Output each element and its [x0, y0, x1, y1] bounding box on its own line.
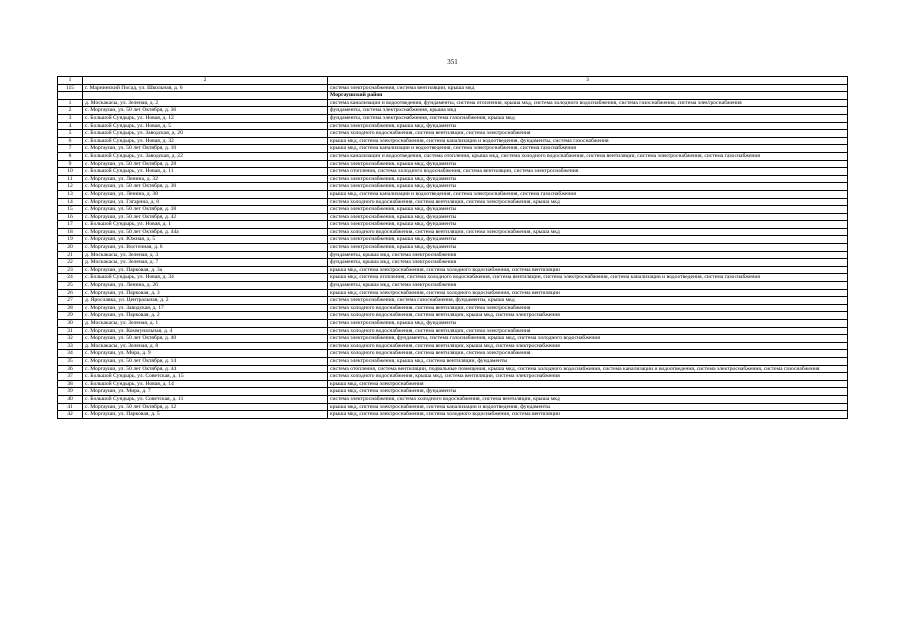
header-cell-number: 1 — [58, 77, 83, 85]
row-number-cell: 33 — [58, 342, 83, 350]
works-cell: фундаменты, крыша мкд, система электроснабжения — [328, 282, 848, 290]
table-row — [58, 365, 848, 373]
table-row — [58, 99, 848, 107]
works-cell: система электроснабжения, крыша мкд, система вентиляции, фундаменты — [328, 357, 848, 365]
table-row — [58, 114, 848, 122]
table-row — [58, 304, 848, 312]
row-number-cell: 34 — [58, 350, 83, 358]
address-cell: г. Мариинский Посад, ул. Школьная, д. 6 — [83, 84, 328, 92]
section-empty-cell — [58, 92, 83, 100]
works-cell: крыша мкд, система электроснабжения — [328, 380, 848, 388]
table-row — [58, 282, 848, 290]
row-number-cell: 42 — [58, 411, 83, 419]
row-number-cell: 24 — [58, 274, 83, 282]
table-row — [58, 183, 848, 191]
address-cell: с. Большой Сундырь, ул. Новая, д. 1 — [83, 221, 328, 229]
table-row — [58, 411, 848, 419]
row-number-cell: 23 — [58, 266, 83, 274]
address-cell: с. Большой Сундырь, ул. Новая, д. 32 — [83, 137, 328, 145]
address-cell: с. Моргауши, ул. Парковая, д. 3 — [83, 289, 328, 297]
address-cell: с. Моргауши, ул. Коммунальная, д. 4 — [83, 327, 328, 335]
address-cell: с. Моргауши, ул. 50 лет Октября, д. 28 — [83, 160, 328, 168]
address-cell: с. Моргауши, ул. Мира, д. 9 — [83, 350, 328, 358]
address-cell: с. Моргауши, ул. Ленина, д. 38 — [83, 190, 328, 198]
table-row — [58, 289, 848, 297]
works-cell: система электроснабжения, крыша мкд, фундаменты — [328, 244, 848, 252]
address-cell: с. Моргауши, ул. Ленина, д. 32 — [83, 175, 328, 183]
works-cell: система электроснабжения, крыша мкд, фундаменты — [328, 183, 848, 191]
row-number-cell: 36 — [58, 365, 83, 373]
table-row — [58, 137, 848, 145]
address-cell: с. Моргауши, ул. Парковая, д. 2 — [83, 312, 328, 320]
table-row — [58, 213, 848, 221]
address-cell: д. Москакасы, ул. Зеленая, д. 7 — [83, 259, 328, 267]
works-cell: фундаменты, крыша мкд, система электроснабжения — [328, 251, 848, 259]
works-cell: система холодного водоснабжения, крыша мкд, система вентиляции, система электроснабжения — [328, 373, 848, 381]
table-row — [58, 130, 848, 138]
works-cell: крыша мкд, система электроснабжения, система канализации и водоотведения, фундаменты, система газоснабжения — [328, 137, 848, 145]
address-cell: д. Москакасы, ул. Зеленая, д. 8 — [83, 342, 328, 350]
address-cell: с. Моргауши, ул. 50 лет Октября, д. 42 — [83, 213, 328, 221]
works-cell: система холодного водоснабжения, система вентиляции, крыша мкд, система электроснабжения — [328, 312, 848, 320]
address-cell: с. Моргауши, ул. 50 лет Октября, д. 12 — [83, 403, 328, 411]
row-number-cell: 22 — [58, 259, 83, 267]
address-cell: с. Моргауши, ул. Южная, д. 5 — [83, 236, 328, 244]
table-row — [58, 335, 848, 343]
row-number-cell: 4 — [58, 122, 83, 130]
works-cell: система электроснабжения, крыша мкд, фундаменты — [328, 221, 848, 229]
row-number-cell: 15 — [58, 206, 83, 214]
row-number-cell: 35 — [58, 357, 83, 365]
row-number-cell: 1 — [58, 99, 83, 107]
table-row — [58, 357, 848, 365]
address-cell: с. Моргауши, ул. Ленина, д. 26 — [83, 282, 328, 290]
works-cell: система холодного водоснабжения, система вентиляции, система электроснабжения, крыша мкд — [328, 228, 848, 236]
works-cell: система электроснабжения, фундаменты, система газоснабжения, крыша мкд, система холодного водоснабжения — [328, 335, 848, 343]
page-number: 351 — [447, 58, 458, 66]
row-number-cell: 19 — [58, 236, 83, 244]
address-cell: с. Моргауши, ул. 50 лет Октября, д. 40 — [83, 335, 328, 343]
works-cell: система электроснабжения, система вентиляции, крыша мкд — [328, 84, 848, 92]
works-cell: система холодного водоснабжения, система вентиляции, система электроснабжения, крыша мкд — [328, 198, 848, 206]
row-number-cell: 17 — [58, 221, 83, 229]
address-cell: с. Большой Сундырь, ул. Заводская, д. 22 — [83, 152, 328, 160]
row-number-cell: 12 — [58, 183, 83, 191]
address-cell: с. Моргауши, ул. 50 лет Октября, д. 36 — [83, 107, 328, 115]
row-number-cell: 11 — [58, 175, 83, 183]
row-number-cell: 13 — [58, 190, 83, 198]
address-cell: с. Большой Сундырь, ул. Советская, д. 15 — [83, 373, 328, 381]
row-number-cell: 7 — [58, 145, 83, 153]
address-cell: с. Моргауши, ул. Мира, д. 7 — [83, 388, 328, 396]
row-number-cell: 26 — [58, 289, 83, 297]
row-number-cell: 115 — [58, 84, 83, 92]
table-row — [58, 297, 848, 305]
section-row — [58, 92, 848, 100]
row-number-cell: 14 — [58, 198, 83, 206]
works-cell: крыша мкд, система электроснабжения, система холодного водоснабжения, система вентиляции — [328, 266, 848, 274]
address-cell: с. Моргауши, ул. Парковая, д. 5 — [83, 411, 328, 419]
table-row — [58, 327, 848, 335]
works-cell: система электроснабжения, крыша мкд, фундаменты — [328, 175, 848, 183]
works-cell: система холодного водоснабжения, система вентиляции, система электроснабжения — [328, 327, 848, 335]
table-row — [58, 198, 848, 206]
address-cell: с. Моргауши, ул. 50 лет Октября, д. 30 — [83, 183, 328, 191]
row-number-cell: 9 — [58, 160, 83, 168]
address-cell: д. Ярославка, ул. Центральная, д. 2 — [83, 297, 328, 305]
table-row — [58, 122, 848, 130]
table-row — [58, 388, 848, 396]
table-row — [58, 350, 848, 358]
works-cell: система электроснабжения, крыша мкд, фундаменты — [328, 236, 848, 244]
works-cell: фундаменты, система электроснабжения, крыша мкд — [328, 107, 848, 115]
address-cell: с. Большой Сундырь, ул. Новая, д. 12 — [83, 114, 328, 122]
row-number-cell: 2 — [58, 107, 83, 115]
address-cell: с. Моргауши, ул. 50 лет Октября, д. 38 — [83, 206, 328, 214]
address-cell: с. Моргауши, ул. Восточная, д. 6 — [83, 244, 328, 252]
row-number-cell: 16 — [58, 213, 83, 221]
address-cell: с. Большой Сундырь, ул. Новая, д. 11 — [83, 168, 328, 176]
row-number-cell: 20 — [58, 244, 83, 252]
works-cell: система отопления, система вентиляции, подвальные помещения, крыша мкд, система холодного водоснабжения, система канализации и водоотведения, система электроснабжения, система газоснабжения — [328, 365, 848, 373]
table-row — [58, 244, 848, 252]
address-cell: с. Моргауши, ул. Гагарина, д. 8 — [83, 198, 328, 206]
works-cell: фундаменты, крыша мкд, система электроснабжения — [328, 259, 848, 267]
table-row — [58, 259, 848, 267]
row-number-cell: 6 — [58, 137, 83, 145]
repair-works-table — [57, 76, 848, 419]
works-cell: крыша мкд, система электроснабжения, система канализации и водоотведения, фундаменты — [328, 403, 848, 411]
address-cell: с. Большой Сундырь, ул. Советская, д. 11 — [83, 395, 328, 403]
works-cell: система отопления, система холодного водоснабжения, система вентиляции, система электроснабжения — [328, 168, 848, 176]
row-number-cell: 29 — [58, 312, 83, 320]
works-cell: система электроснабжения, крыша мкд, фундаменты — [328, 122, 848, 130]
works-cell: система канализации и водоотведения, фундаменты, система отопления, крыша мкд, система холодного водоснабжения, система газоснабжения, система электроснабжения — [328, 99, 848, 107]
row-number-cell: 27 — [58, 297, 83, 305]
address-cell: с. Большой Сундырь, ул. Новая, д. 14 — [83, 380, 328, 388]
works-cell: система электроснабжения, система газоснабжения, фундаменты, крыша мкд — [328, 297, 848, 305]
table-row — [58, 236, 848, 244]
table-row — [58, 373, 848, 381]
header-cell-address: 2 — [83, 77, 328, 85]
section-title: Моргаушский район — [328, 92, 848, 100]
table-row — [58, 175, 848, 183]
works-cell: крыша мкд, система электроснабжения, система холодного водоснабжения, система вентиляции — [328, 411, 848, 419]
row-number-cell: 3 — [58, 114, 83, 122]
row-number-cell: 40 — [58, 395, 83, 403]
works-cell: крыша мкд, система канализации и водоотведения, система электроснабжения, система газоснабжения — [328, 145, 848, 153]
address-cell: с. Большой Сундырь, ул. Заводская, д. 20 — [83, 130, 328, 138]
row-number-cell: 41 — [58, 403, 83, 411]
table-row — [58, 228, 848, 236]
table-row — [58, 107, 848, 115]
address-cell: с. Моргауши, ул. 50 лет Октября, д. 44 — [83, 365, 328, 373]
address-cell: д. Москакасы, ул. Зеленая, д. 3 — [83, 251, 328, 259]
row-number-cell: 38 — [58, 380, 83, 388]
row-number-cell: 8 — [58, 152, 83, 160]
header-cell-works: 3 — [328, 77, 848, 85]
works-cell: фундаменты, система электроснабжения, система газоснабжения, крыша мкд — [328, 114, 848, 122]
works-cell: крыша мкд, система отопления, система холодного водоснабжения, система вентиляции, система электроснабжения, система канализации и водоотведения, система газоснабжения — [328, 274, 848, 282]
row-number-cell: 5 — [58, 130, 83, 138]
row-number-cell: 31 — [58, 327, 83, 335]
address-cell: д. Москакасы, ул. Зеленая, д. 2 — [83, 99, 328, 107]
row-number-cell: 21 — [58, 251, 83, 259]
address-cell: д. Москакасы, ул. Зеленая, д. 1 — [83, 320, 328, 328]
table-row — [58, 168, 848, 176]
table-row — [58, 395, 848, 403]
table-row — [58, 145, 848, 153]
row-number-cell: 25 — [58, 282, 83, 290]
table-header-row — [58, 77, 848, 85]
row-number-cell: 37 — [58, 373, 83, 381]
address-cell: с. Моргауши, ул. Заводская, д. 17 — [83, 304, 328, 312]
table-row — [58, 160, 848, 168]
works-cell: крыша мкд, система электроснабжения, система холодного водоснабжения, система вентиляции — [328, 289, 848, 297]
table-row — [58, 342, 848, 350]
works-cell: система электроснабжения, крыша мкд, фундаменты — [328, 160, 848, 168]
table-row — [58, 190, 848, 198]
table-row — [58, 274, 848, 282]
address-cell: с. Моргауши, ул. 50 лет Октября, д. 44а — [83, 228, 328, 236]
table-row — [58, 320, 848, 328]
works-cell: система электроснабжения, система холодного водоснабжения, система вентиляции, крыша мкд — [328, 395, 848, 403]
address-cell: с. Большой Сундырь, ул. Новая, д. 34 — [83, 274, 328, 282]
table-row — [58, 84, 848, 92]
works-cell: крыша мкд, система электроснабжения, фундаменты — [328, 388, 848, 396]
works-cell: система канализации и водоотведения, система отопления, крыша мкд, система холодного водоснабжения, система вентиляции, система электроснабжения, система газоснабжения — [328, 152, 848, 160]
works-cell: система электроснабжения, крыша мкд, фундаменты — [328, 320, 848, 328]
works-cell: система электроснабжения, крыша мкд, фундаменты — [328, 213, 848, 221]
works-cell: система холодного водоснабжения, система вентиляции, система электроснабжения — [328, 350, 848, 358]
table-row — [58, 251, 848, 259]
address-cell: с. Большой Сундырь, ул. Новая, д. 5 — [83, 122, 328, 130]
table-row — [58, 380, 848, 388]
works-cell: система электроснабжения, крыша мкд, фундаменты — [328, 206, 848, 214]
address-cell: с. Моргауши, ул. 50 лет Октября, д. 10 — [83, 145, 328, 153]
row-number-cell: 28 — [58, 304, 83, 312]
works-cell: система холодного водоснабжения, система вентиляции, система электроснабжения — [328, 304, 848, 312]
works-cell: крыша мкд, система канализации и водоотведения, система электроснабжения, система газоснабжения — [328, 190, 848, 198]
table-row — [58, 152, 848, 160]
table-row — [58, 266, 848, 274]
table-row — [58, 403, 848, 411]
row-number-cell: 39 — [58, 388, 83, 396]
row-number-cell: 30 — [58, 320, 83, 328]
address-cell: с. Моргауши, ул. Парковая, д. 3а — [83, 266, 328, 274]
row-number-cell: 18 — [58, 228, 83, 236]
works-cell: система холодного водоснабжения, система вентиляции, система электроснабжения — [328, 130, 848, 138]
table-row — [58, 312, 848, 320]
works-cell: система холодного водоснабжения, система вентиляции, крыша мкд, система электроснабжения — [328, 342, 848, 350]
table-row — [58, 206, 848, 214]
section-empty-cell — [83, 92, 328, 100]
row-number-cell: 10 — [58, 168, 83, 176]
address-cell: с. Моргауши, ул. 50 лет Октября, д. 14 — [83, 357, 328, 365]
table-row — [58, 221, 848, 229]
row-number-cell: 32 — [58, 335, 83, 343]
